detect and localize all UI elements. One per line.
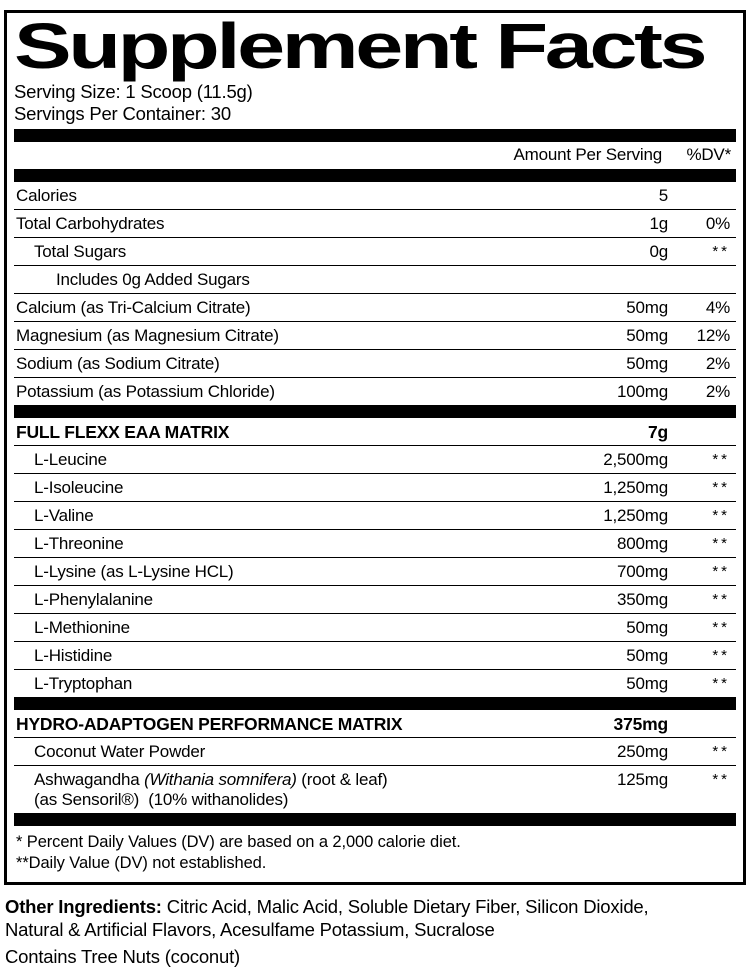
supplement-facts-panel: [4, 10, 746, 885]
other-ingredients-line1: Citric Acid, Malic Acid, Soluble Dietary Fiber, Silicon Dioxide,: [161, 896, 649, 917]
row-l-histidine: L-Histidine 50mg **: [14, 642, 736, 670]
row-l-isoleucine: L-Isoleucine 1,250mg **: [14, 474, 736, 502]
row-l-tryptophan: L-Tryptophan 50mg **: [34, 674, 730, 693]
row-ashwagandha: Ashwagandha (Withania somnifera) (root & leaf) (as Sensoril®) (10% withanolides) 125mg **: [34, 770, 730, 809]
row-sodium: Sodium (as Sodium Citrate) 50mg 2%: [14, 350, 736, 378]
row-l-leucine: L-Leucine 2,500mg **: [14, 446, 736, 474]
row-l-valine: L-Valine 1,250mg **: [14, 502, 736, 530]
divider-bar: [14, 129, 736, 142]
section-eaa-matrix: FULL FLEXX EAA MATRIX 7g: [14, 418, 736, 446]
panel-title: Supplement Facts: [14, 10, 705, 82]
divider-bar: [14, 169, 736, 182]
footnote-not-established: **Daily Value (DV) not established.: [16, 854, 267, 872]
servings-per-container: Servings Per Container: 30: [14, 103, 231, 124]
row-l-lysine: L-Lysine (as L-Lysine HCL) 700mg **: [14, 558, 736, 586]
other-ingredients-label: Other Ingredients:: [5, 896, 162, 917]
column-header-dv: %DV*: [686, 145, 731, 164]
row-total-carbohydrates: Total Carbohydrates 1g 0%: [14, 210, 736, 238]
row-magnesium: Magnesium (as Magnesium Citrate) 50mg 12%: [14, 322, 736, 350]
serving-size: Serving Size: 1 Scoop (11.5g): [14, 81, 253, 102]
below-panel-text: [5, 896, 705, 968]
footnote-dv: * Percent Daily Values (DV) are based on a 2,000 calorie diet.: [16, 833, 461, 851]
column-header-amount: Amount Per Serving: [513, 145, 662, 164]
row-l-threonine: L-Threonine 800mg **: [14, 530, 736, 558]
row-l-phenylalanine: L-Phenylalanine 350mg **: [14, 586, 736, 614]
row-calories: Calories 5: [14, 182, 736, 210]
other-ingredients-line2: Natural & Artificial Flavors, Acesulfame Potassium, Sucralose: [5, 918, 495, 940]
footnotes: [14, 826, 736, 876]
section-hydro-adaptogen-matrix: HYDRO-ADAPTOGEN PERFORMANCE MATRIX 375mg: [14, 710, 736, 738]
nutrient-table: [14, 182, 736, 826]
divider-bar: [14, 813, 736, 826]
column-header-row: [14, 142, 736, 169]
row-coconut-water-powder: Coconut Water Powder 250mg **: [14, 738, 736, 766]
divider-bar: [14, 697, 736, 710]
row-added-sugars: Includes 0g Added Sugars: [14, 266, 736, 294]
row-calcium: Calcium (as Tri-Calcium Citrate) 50mg 4%: [14, 294, 736, 322]
divider-bar: [14, 405, 736, 418]
row-total-sugars: Total Sugars 0g **: [14, 238, 736, 266]
other-ingredients: [5, 896, 705, 941]
allergen-statement: Contains Tree Nuts (coconut): [5, 946, 241, 967]
row-l-methionine: L-Methionine 50mg **: [14, 614, 736, 642]
row-potassium: Potassium (as Potassium Chloride) 100mg 2%: [16, 382, 730, 401]
